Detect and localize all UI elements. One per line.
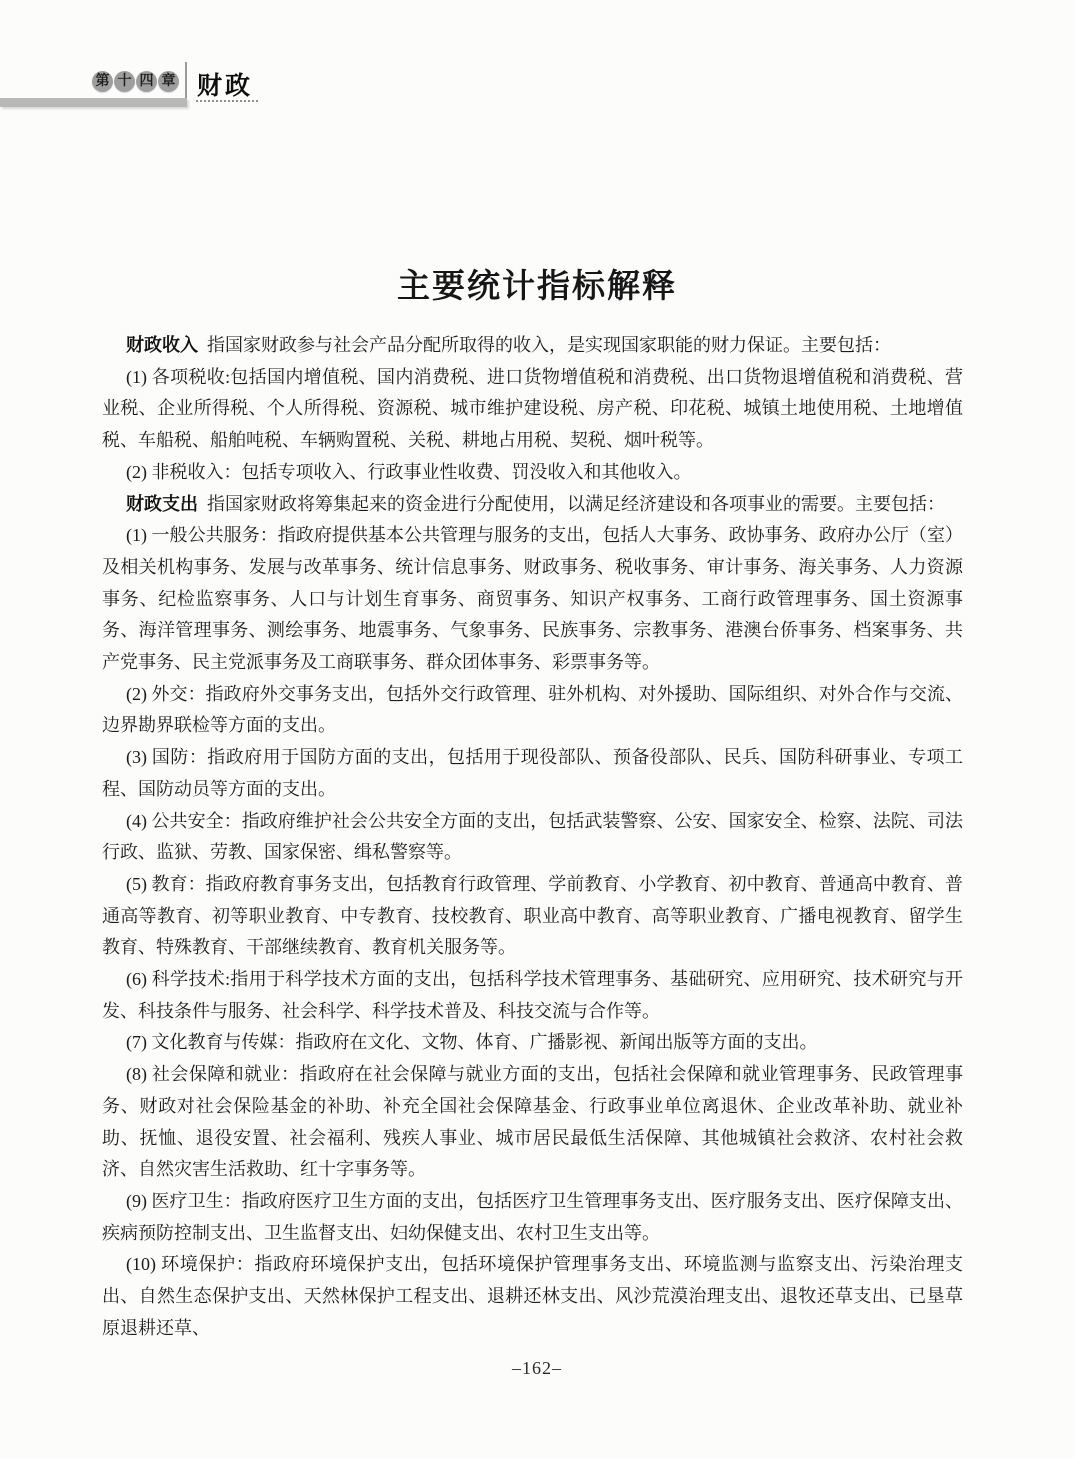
chapter-name-underline	[196, 100, 258, 102]
paragraph-lead-term: 财政支出	[126, 493, 198, 514]
paragraph: (4) 公共安全：指政府维护社会公共安全方面的支出，包括武装警察、公安、国家安全、检察、法院、司法行政、监狱、劳教、国家保密、缉私警察等。	[102, 810, 963, 863]
paragraph: 财政收入 指国家财政参与社会产品分配所取得的收入，是实现国家职能的财力保证。主要包括：	[126, 335, 891, 355]
chapter-badge	[92, 71, 179, 92]
paragraph: (6) 科学技术:指用于科学技术方面的支出，包括科学技术管理事务、基础研究、应用研究、技术研究与开发、科技条件与服务、社会科学、科学技术普及、科技交流与合作等。	[102, 969, 963, 1021]
chapter-badge-char: 章	[158, 71, 179, 92]
paragraph: (7) 文化教育与传媒：指政府在文化、文物、体育、广播影视、新闻出版等方面的支出。	[126, 1032, 818, 1053]
paragraph: (8) 社会保障和就业：指政府在社会保障与就业方面的支出，包括社会保障和就业管理事务、民政管理事务、财政对社会保险基金的补助、补充全国社会保障基金、行政事业单位离退休、企业改革补助、就业补助、抚恤、退役安置、社会福利、残疾人事业、城市居民最低生活保障、其他城镇社会救济、农村社会救济、自然灾害生活救助、红十字事务等。	[102, 1064, 963, 1180]
paragraph: 财政支出 指国家财政将筹集起来的资金进行分配使用，以满足经济建设和各项事业的需要。主要包括：	[126, 493, 945, 514]
paragraph: (9) 医疗卫生：指政府医疗卫生方面的支出，包括医疗卫生管理事务支出、医疗服务支出、医疗保障支出、疾病预防控制支出、卫生监督支出、妇幼保健支出、农村卫生支出等。	[102, 1190, 963, 1243]
paragraph: (2) 外交：指政府外交事务支出，包括外交行政管理、驻外机构、对外援助、国际组织、对外合作与交流、边界勘界联检等方面的支出。	[102, 683, 963, 736]
paragraph-lead-term: 财政收入	[126, 335, 198, 355]
paragraph: (3) 国防：指政府用于国防方面的支出，包括用于现役部队、预备役部队、民兵、国防科研事业、专项工程、国防动员等方面的支出。	[102, 747, 963, 799]
chapter-badge-char: 四	[136, 71, 157, 92]
paragraph: (2) 非税收入：包括专项收入、行政事业性收费、罚没收入和其他收入。	[126, 461, 692, 482]
page-title: 主要统计指标解释	[397, 267, 677, 305]
chapter-name: 财政	[197, 72, 254, 100]
paragraph: (5) 教育：指政府教育事务支出，包括教育行政管理、学前教育、小学教育、初中教育、普通高中教育、普通高等教育、初等职业教育、中专教育、技校教育、职业高中教育、高等职业教育、广播电视教育、留学生教育、特殊教育、干部继续教育、教育机关服务等。	[102, 873, 963, 958]
chapter-badge-char: 十	[114, 71, 135, 92]
paragraph: (1) 各项税收:包括国内增值税、国内消费税、进口货物增值税和消费税、出口货物退增值税和消费税、营业税、企业所得税、个人所得税、资源税、城市维护建设税、房产税、印花税、城镇土地使用税、土地增值税、车船税、船舶吨税、车辆购置税、关税、耕地占用税、契税、烟叶税等。	[102, 366, 963, 451]
chapter-badge-char: 第	[92, 71, 113, 92]
body-content	[102, 330, 963, 1345]
page-number: –162–	[512, 1358, 562, 1378]
paragraph: (1) 一般公共服务：指政府提供基本公共管理与服务的支出，包括人大事务、政协事务、政府办公厅（室）及相关机构事务、发展与改革事务、统计信息事务、财政事务、税收事务、审计事务、海关事务、人力资源事务、纪检监察事务、人口与计划生育事务、商贸事务、知识产权事务、工商行政管理事务、国土资源事务、海洋管理事务、测绘事务、地震事务、气象事务、民族事务、宗教事务、港澳台侨事务、档案事务、共产党事务、民主党派事务及工商联事务、群众团体事务、彩票事务等。	[102, 525, 963, 673]
paragraph: (10) 环境保护：指政府环境保护支出，包括环境保护管理事务支出、环境监测与监察支出、污染治理支出、自然生态保护支出、天然林保护工程支出、退耕还林支出、风沙荒漠治理支出、退牧还草支出、已垦草原退耕还草、	[102, 1254, 963, 1338]
header-bar	[0, 98, 187, 107]
